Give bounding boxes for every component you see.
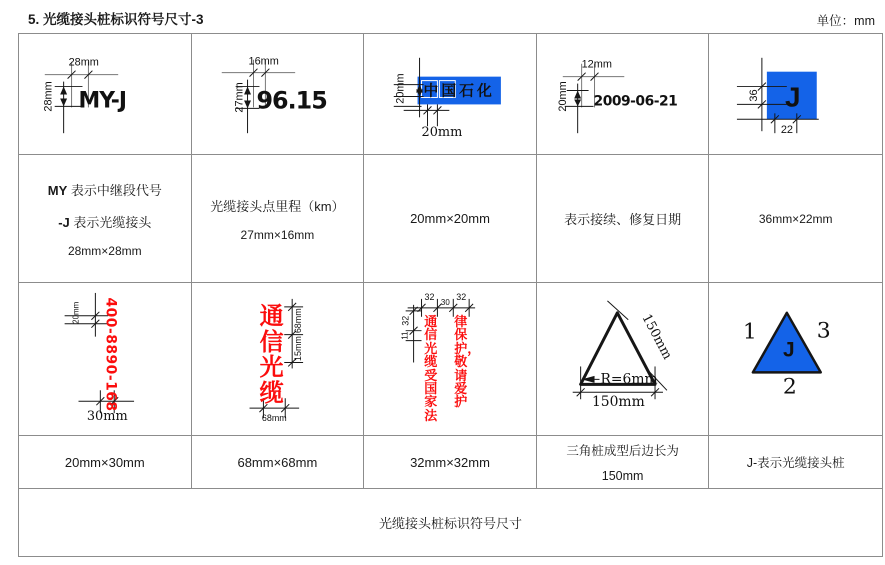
caption-cell-relay-code (19, 155, 192, 283)
table-footer-title (19, 489, 882, 556)
side-number-1: 1 (743, 319, 758, 345)
dim-col-label: 32 (456, 291, 467, 302)
caption-cell-law-size (364, 436, 537, 489)
dim-char-label: 68mm (292, 308, 303, 334)
dim-width-label: 16mm (248, 55, 279, 68)
marker-text-mileage: 96.15 (256, 86, 327, 115)
page-title: 5. 光缆接头桩标识符号尺寸-3 (28, 12, 204, 27)
dim-gap-label: 30 (441, 297, 450, 307)
marker-text-phone: 400-8890-168 (102, 297, 119, 412)
dim-gap-label: 15mm (292, 336, 303, 361)
caption-size: 36mm×22mm (758, 211, 833, 226)
symbol-cell-comm-cable (192, 283, 365, 436)
dim-rowgap-label: 11 (400, 331, 410, 340)
dim-height-label: 20mm (556, 81, 569, 112)
dim-width-label: 28mm (68, 56, 99, 69)
j-plate-dimension-diagram (709, 34, 882, 154)
dim-height-label: 28mm (42, 81, 55, 112)
symbol-cell-sinopec (364, 34, 537, 155)
marker-text-law-col-b: 律保护，敬请爱护 (454, 314, 481, 410)
caption-line: 表示接续、修复日期 (564, 212, 682, 227)
phone-dimension-diagram (19, 283, 191, 435)
marker-text-date: 2009-06-21 (593, 93, 678, 110)
unit-label: 单位：mm (816, 14, 875, 28)
caption-size: 28mm×28mm (67, 243, 142, 258)
sinopec-dimension-diagram (364, 34, 536, 154)
spec-table (18, 33, 883, 557)
footer-text: 光缆接头桩标识符号尺寸 (378, 516, 522, 531)
symbol-cell-triangle-outline (537, 283, 710, 436)
caption-cell-phone-size (19, 436, 192, 489)
dim-height-label: 36 (748, 89, 761, 102)
marker-text-myj: MY-J (78, 88, 126, 114)
caption-cell-j-plate (709, 155, 882, 283)
j-triangle-diagram (709, 283, 882, 435)
marker-text-sinopec: 中国石化 (423, 83, 496, 100)
side-length-label: 150mm (638, 311, 675, 363)
caption-cell-mileage (192, 155, 365, 283)
side-number-2: 2 (783, 374, 798, 400)
symbol-cell-mileage (192, 34, 365, 155)
dim-col-label: 32 (424, 291, 435, 302)
marker-text-comm-cable: 通信光缆 (259, 303, 284, 407)
mileage-dimension-diagram (192, 34, 364, 154)
symbol-cell-j-plate (709, 34, 882, 155)
caption-size: 32mm×32mm (410, 454, 490, 470)
date-dimension-diagram (537, 34, 709, 154)
dim-height-label: 20mm (394, 73, 407, 104)
caption-cell-j-meaning (709, 436, 882, 489)
caption-size: 20mm×20mm (410, 211, 490, 226)
radius-label: R=6mm (600, 371, 658, 388)
base-length-label: 150mm (591, 394, 645, 411)
caption-size: 68mm×68mm (237, 454, 318, 470)
caption-line: 150mm (601, 469, 644, 483)
symbol-cell-j-triangle (709, 283, 882, 436)
dim-width-label: 20mm (421, 125, 463, 141)
law-notice-dimension-diagram (364, 283, 536, 435)
caption-size: 27mm×16mm (240, 227, 315, 242)
caption-size: 20mm×30mm (64, 454, 145, 470)
dim-bottom-label: 68mm (261, 413, 287, 424)
symbol-cell-relay-code (19, 34, 192, 155)
marker-text-law-col-a: 通信光缆受国家法 (424, 314, 438, 423)
caption-line (58, 212, 151, 231)
symbol-cell-phone (19, 283, 192, 436)
caption-cell-triangle-size (537, 436, 710, 489)
caption-cell-comm-cable-size (192, 436, 365, 489)
marker-text-j: J (785, 81, 801, 113)
caption-line: J-表示光缆接头桩 (746, 456, 845, 470)
symbol-cell-law-notice (364, 283, 537, 436)
dim-width-label: 20mm (71, 301, 81, 324)
caption-bold: -J (58, 214, 70, 230)
dim-width-label: 22 (781, 124, 794, 137)
dim-height-label: 27mm (233, 82, 246, 113)
caption-line: 光缆接头点里程（km） (210, 198, 345, 214)
symbol-cell-date (537, 34, 710, 155)
caption-cell-date (537, 155, 710, 283)
caption-cell-sinopec (364, 155, 537, 283)
caption-text: 表示光缆接头 (69, 214, 152, 230)
triangle-dimension-diagram (537, 283, 709, 435)
dim-width-label: 12mm (581, 58, 612, 71)
myj-dimension-diagram (19, 34, 191, 154)
caption-line (48, 180, 162, 199)
dim-bottom-label: 30mm (86, 409, 128, 425)
side-number-3: 3 (817, 318, 832, 344)
caption-line: 三角桩成型后边长为 (566, 444, 679, 458)
dim-row-label: 32 (400, 315, 411, 326)
caption-text: 表示中继段代号 (67, 182, 162, 198)
marker-text-j: J (783, 338, 796, 362)
caption-bold: MY (47, 182, 68, 198)
